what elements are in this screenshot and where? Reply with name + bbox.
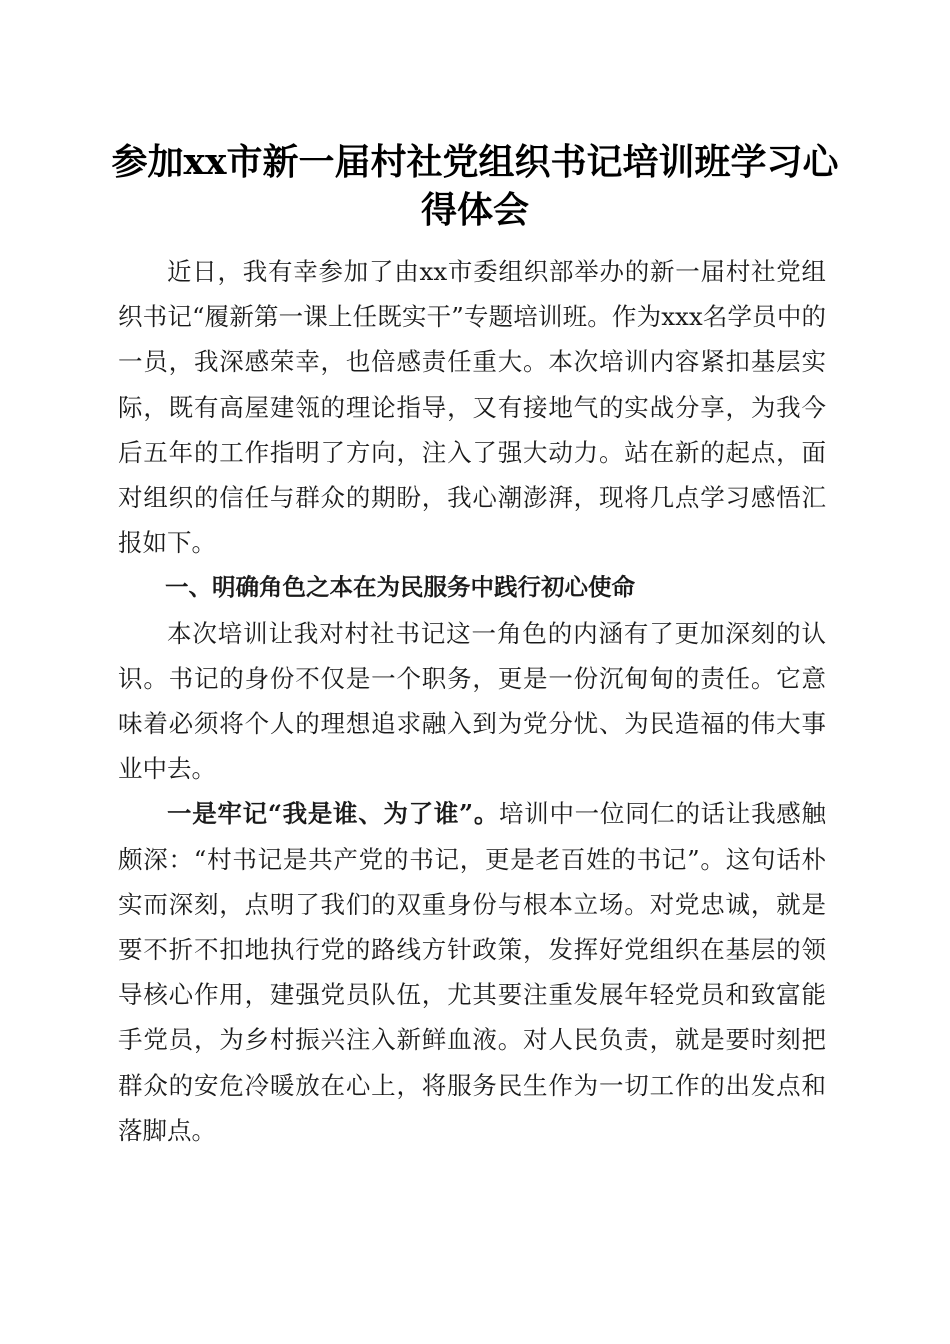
- section-heading: 一、明确角色之本在为民服务中践行初心使命: [165, 573, 635, 602]
- document-title: 参加xx市新一届村社党组织书记培训班学习心得体会: [111, 141, 839, 231]
- section-paragraph: 本次培训让我对村社书记这一角色的内涵有了更加深刻的认识。书记的身份不仅是一个职务，更是一份沉甸甸的责任。它意味着必须将个人的理想追求融入到为党分忧、为民造福的伟大事业中去。: [118, 618, 826, 784]
- document-body: [118, 249, 826, 1153]
- paragraph-text: 培训中一位同仁的话让我感触颇深：“村书记是共产党的书记，更是老百姓的书记”。这句话朴实而深刻，点明了我们的双重身份与根本立场。对党忠诚，就是要不折不扣地执行党的路线方针政策，发挥好党组织在基层的领导核心作用，建强党员队伍，尤其要注重发展年轻党员和致富能手党员，为乡村振兴注入新鲜血液。对人民负责，就是要时刻把群众的安危冷暖放在心上，将服务民生作为一切工作的出发点和落脚点。: [118, 799, 826, 1145]
- paragraph-lead: 一是牢记“我是谁、为了谁”。: [167, 799, 500, 829]
- section-paragraph-2: [118, 791, 826, 1153]
- intro-paragraph: 近日，我有幸参加了由xx市委组织部举办的新一届村社党组织书记“履新第一课上任既实干”专题培训班。作为xxx名学员中的一员，我深感荣幸，也倍感责任重大。本次培训内容紧扣基层实际，既有高屋建瓴的理论指导，又有接地气的实战分享，为我今后五年的工作指明了方向，注入了强大动力。站在新的起点，面对组织的信任与群众的期盼，我心潮澎湃，现将几点学习感悟汇报如下。: [118, 257, 826, 558]
